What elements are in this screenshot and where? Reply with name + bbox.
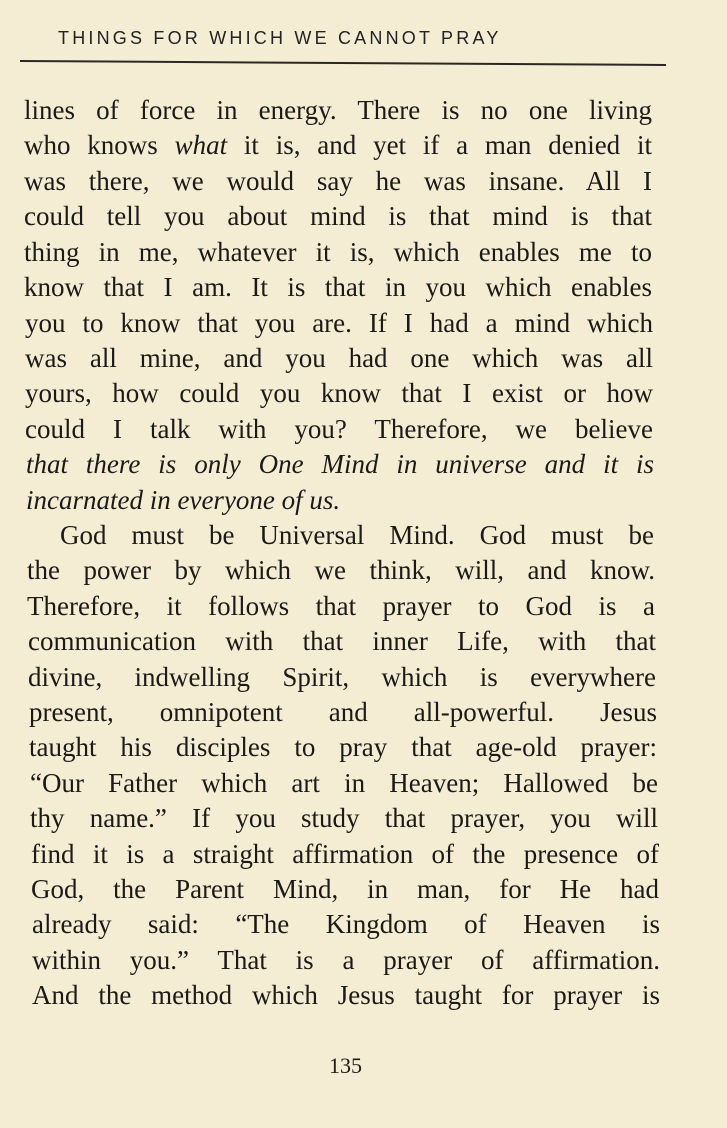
text-line: already said: “The Kingdom of Heaven is: [32, 909, 660, 939]
header-rule: [20, 60, 666, 66]
text-span: it is, and yet if a man denied it: [227, 130, 652, 160]
text-line: could tell you about mind is that mind is that: [24, 201, 652, 231]
text-line: yours, how could you know that I exist or how: [25, 378, 653, 408]
running-head: THINGS FOR WHICH WE CANNOT PRAY: [58, 28, 502, 48]
text-line: was all mine, and you had one which was all: [25, 343, 653, 373]
text-line: Therefore, it follows that prayer to God is a: [27, 591, 655, 621]
emphasis-what: what: [174, 130, 228, 160]
text-line: could I talk with you? Therefore, we believe: [25, 414, 653, 444]
page-number: 135: [329, 1053, 362, 1078]
text-line: taught his disciples to pray that age-old prayer:: [29, 732, 657, 762]
text-line: you to know that you are. If I had a mind which: [25, 308, 653, 338]
text-line: within you.” That is a prayer of affirmation.: [32, 945, 660, 975]
italic-line: that there is only One Mind in universe and it is: [26, 449, 654, 479]
text-line: communication with that inner Life, with that: [28, 626, 656, 656]
text-span: who knows: [24, 130, 175, 160]
italic-line: incarnated in everyone of us.: [26, 485, 341, 515]
text-line: know that I am. It is that in you which enables: [24, 272, 652, 302]
text-line: “Our Father which art in Heaven; Hallowed be: [30, 768, 658, 798]
text-line: the power by which we think, will, and know.: [27, 555, 655, 585]
text-line: thing in me, whatever it is, which enables me to: [24, 237, 652, 267]
text-line: was there, we would say he was insane. All I: [24, 166, 652, 196]
text-line: find it is a straight affirmation of the presence of: [31, 839, 659, 869]
text-line: divine, indwelling Spirit, which is everywhere: [28, 662, 656, 692]
text-line: present, omnipotent and all-powerful. Jesus: [29, 697, 657, 727]
text-line: lines of force in energy. There is no one living: [24, 95, 652, 125]
text-line: And the method which Jesus taught for prayer is: [32, 980, 660, 1010]
text-line: thy name.” If you study that prayer, you will: [30, 803, 658, 833]
text-line: God, the Parent Mind, in man, for He had: [31, 874, 659, 904]
text-line: [24, 128, 652, 162]
paragraph-start-line: God must be Universal Mind. God must be: [60, 520, 654, 550]
